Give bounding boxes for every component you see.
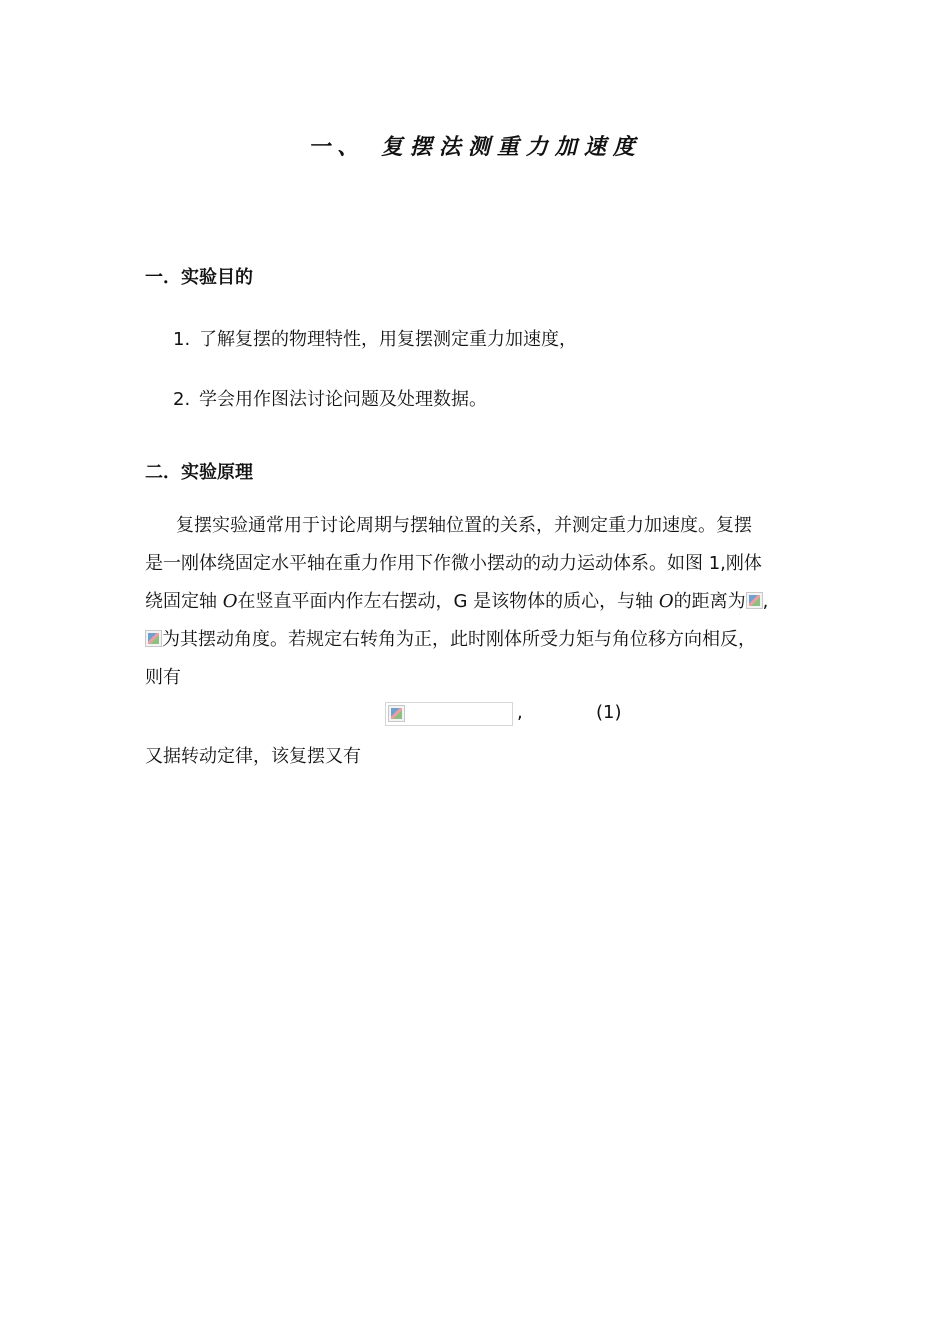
equation-comma: , xyxy=(517,702,523,723)
broken-image-icon xyxy=(388,705,405,722)
page-title: 一、 复摆法测重力加速度 xyxy=(308,134,642,160)
broken-image-icon xyxy=(145,630,162,647)
text-run: , xyxy=(762,591,769,612)
paragraph-line: 又据转动定律，该复摆又有 xyxy=(145,746,361,767)
broken-image-icon xyxy=(746,592,763,609)
paragraph-line: 是一刚体绕固定水平轴在重力作用下作微小摆动的动力运动体系。如图 1,刚体 xyxy=(145,553,762,574)
section-heading-purpose: 一．实验目的 xyxy=(145,267,253,288)
paragraph-line xyxy=(145,621,805,659)
paragraph-line: 则有 xyxy=(145,667,181,688)
paragraph-line xyxy=(145,583,805,621)
text-run: 在竖直平面内作左右摆动，G 是该物体的质心，与轴 xyxy=(237,591,659,612)
list-item xyxy=(173,325,577,351)
text-run: 为其摆动角度。若规定右转角为正，此时刚体所受力矩与角位移方向相反， xyxy=(162,629,756,650)
principle-paragraph xyxy=(145,507,805,697)
paragraph-line: 复摆实验通常用于讨论周期与摆轴位置的关系，并测定重力加速度。复摆 xyxy=(176,515,752,536)
list-item-text: 学会用作图法讨论问题及处理数据。 xyxy=(199,389,487,410)
list-item-text: 了解复摆的物理特性，用复摆测定重力加速度， xyxy=(199,329,577,350)
axis-symbol: O xyxy=(658,591,674,612)
equation-image-placeholder xyxy=(385,702,513,726)
list-item-number: 2. xyxy=(173,389,191,410)
list-item xyxy=(173,385,487,411)
section-heading-principle: 二．实验原理 xyxy=(145,462,253,483)
list-item-number: 1. xyxy=(173,329,191,350)
text-run: 绕固定轴 xyxy=(145,591,223,612)
text-run: 的距离为 xyxy=(673,591,746,612)
axis-symbol: O xyxy=(222,591,238,612)
equation-number: (1) xyxy=(596,702,622,723)
